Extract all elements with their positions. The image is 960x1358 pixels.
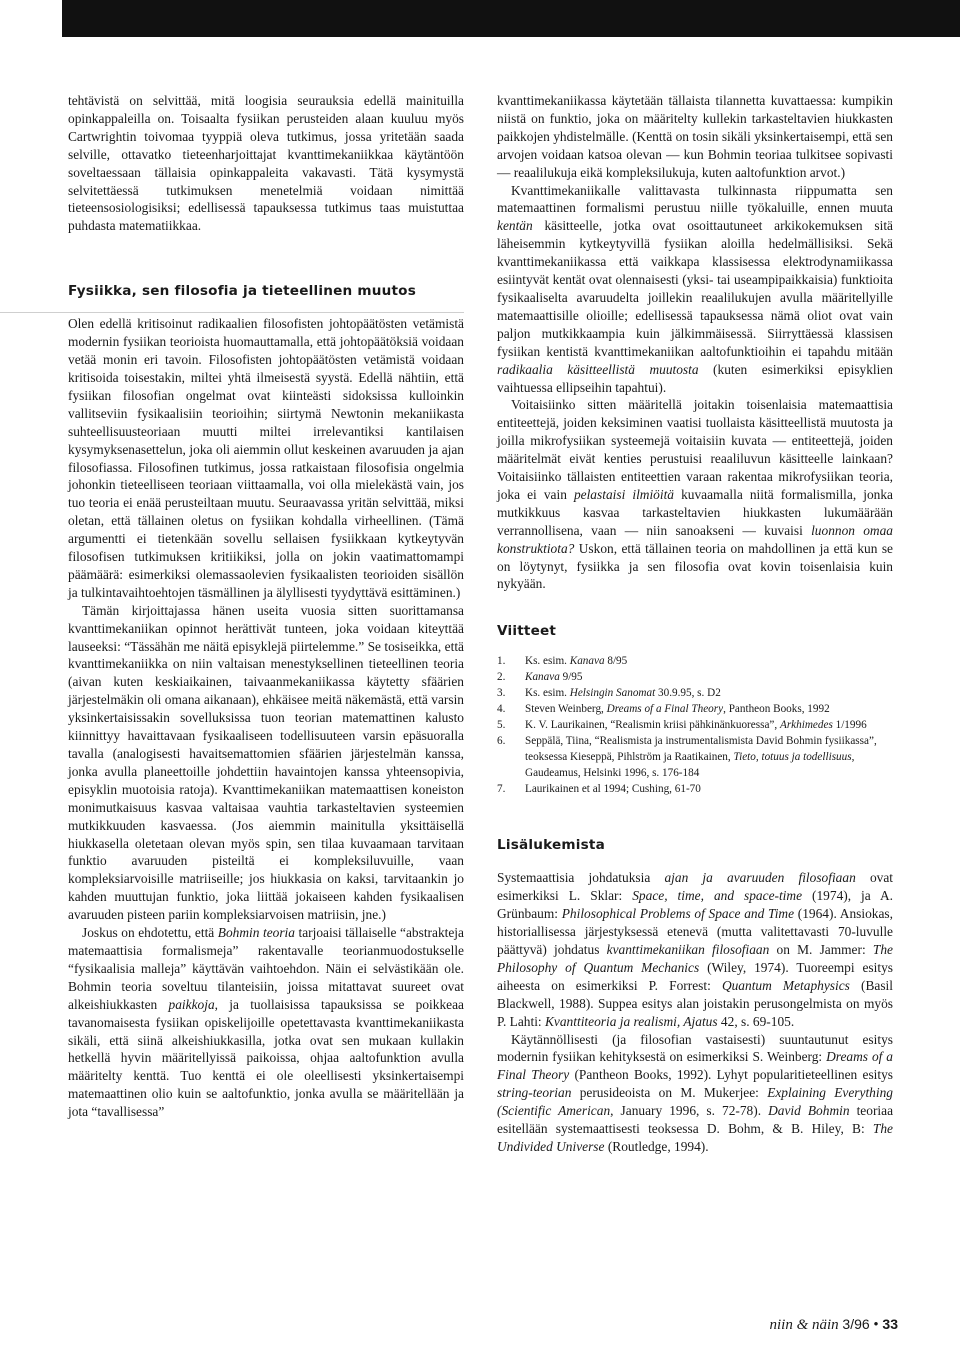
further-reading-heading: Lisälukemista xyxy=(497,837,606,854)
page-number: 33 xyxy=(882,1316,898,1332)
section-heading: Fysiikka, sen filosofia ja tieteellinen muutos xyxy=(68,283,416,300)
body-paragraph: kvanttimekaniikassa käytetään tällaista tilannetta kuvattaessa: kumpikin niistä on funktio, joka on määritelty kullekin tarkasteltavien hiukkasten paikkojen yhdistelmälle. (Kenttä on tosin sikäli yksinkertaisempi, että sen arvojen voidaan katsoa olevan — kun Bohmin teoriaa tulkitsee sopivasti — reaalilukuja eikä kompleksilukuja, kuten aaltofunktion arvot.) xyxy=(497,93,893,180)
reference-item: 5. K. V. Laurikainen, “Realismin kriisi pähkinänkuoressa”, Arkhimedes 1/1996 xyxy=(497,719,867,732)
reference-item: 4. Steven Weinberg, Dreams of a Final Theory, Pantheon Books, 1992 xyxy=(497,703,830,716)
intro-paragraph: tehtävistä on selvittää, mitä loogisia seurauksia edellä mainituilla opinkappaleilla on. Toisaalta fysiikan perusteiden alaan kuuluu myös Cartwrightin toivomaa tyyppiä oleva tutkimus, jossa yritetään saada selville, ottavatko tieteenharjoittajat kvanttimekaniikkaa käytäntöön soveltaessaan tällaisia opinkappaleita vakavasti. Tätä kysymystä selvitettäessä tutkimuksen menetelmiä voidaan nimittää tieteensosiologisiksi; edellisessä tapauksessa tutkimus taas muistuttaa puhdasta matematiikkaa. xyxy=(68,93,464,234)
reference-item: 2. Kanava 9/95 xyxy=(497,671,583,684)
page-footer xyxy=(769,1316,898,1334)
body-paragraph: Joskus on ehdotettu, että Bohmin teoria tarjoaisi tällaiselle “abstrakteja matemaattisia formalismeja” rakentavalle teorianmuodostukselle “fysikaalisia malleja” käyttävän vaihtoehdon. Näin ei selvästikään ole. Bohmin teoria soveltuu tilanteisiin, joissa mitattavat suureet ovat alkeishiukkasten paikkoja, ja tuollaisissa tapauksissa se poikkeaa tavanomaisesta fysiikan opiskelijoille opetettavasta kvanttimekaniikasta sikäli, että siinä alkeishiukkasilla, jotka ovat sen mukaan kullakin hetkellä hyvin määritellyissä paikoissa, ohjaa aaltofunktion avulla määritelty kenttä. Tuo kenttä ei ole oleellisesti yksinkertaisempi matemaattinen olio kuin se aaltofunktio, jonka avulla se määritellään ja jota “tavallisessa” xyxy=(68,925,464,1120)
references-list xyxy=(497,653,893,797)
reference-item: 1. Ks. esim. Kanava 8/95 xyxy=(497,655,628,668)
right-column xyxy=(497,92,893,1156)
further-reading-paragraph: Käytännöllisesti (ja filosofian vastaisesti) suuntautunut esitys modernin fysiikan kehityksestä on esimerkiksi S. Weinberg: Dreams of a Final Theory (Pantheon Books, 1992). Lyhyt popularitieteellinen esitys string-teorian perusideoista on M. Mukerjee: Explaining Everything (Scientific American, January 1996, s. 72-78). David Bohmin teoriaa esitellään systemaattisesti teoksessa D. Bohm, & B. Hiley, B: The Undivided Universe (Routledge, 1994). xyxy=(497,1031,894,1154)
body-paragraph: Voitaisiinko sitten määritellä joitakin toisenlaisia matemaattisia entiteettejä, joiden keksiminen vaatisi tuollaista käsitteellistä muutosta ja joilla mikrofysiikan systeemejä voitaisiin kuvata — entiteettejä, joiden määritelmät eivät kenties perustuisi reaaliluvun käsitteelle lainkaan? Voitaisiinko tällaisten entiteettien varaan rakentaa mikrofysiikan teoria, joka ei vain pelastaisi ilmiöitä kuvaamalla niitä formalismilla, jonka mutkikkuus kasvaa tarkasteltavien hiukkasten lukumäärään verrannollisena, vaan — niin sanoakseni — kuvaisi luonnon omaa konstruktiota? Uskon, että tällainen teoria on mahdollinen ja että kun se on löytynyt, fysiikka ja sen filosofia ovat kovin toisenlaisia kuin nykyään. xyxy=(497,397,893,592)
left-column xyxy=(68,92,464,1121)
references-heading: Viitteet xyxy=(497,623,557,640)
section-rule xyxy=(0,312,464,313)
body-paragraph: Tämän kirjoittajassa hänen useita vuosia sitten suorittamansa kvanttimekaniikan opinnot herättivät tunteen, joka voidaan kiteyttää lauseeksi: “Tässähän me näitä episyklejä piirtelemme.” Se tosiseikka, että kvanttimekaniikka on niin valtaisan menestyksellinen tieteellinen teoria (aivan kuten keskiaikainen, taivaanmekaniikassa käytetty sfäärien järjestelmäkin oli omana aikanaan), ehkäisee meitä näkemästä, että varsin yksinkertaisissakin sovelluksissa tuon teorian matemattinen kalusto kiinnittyy havaittavaan fysikaaliseen todellisuuteen varsin epäsuoralla tavalla (analogisesti havaitsemattomien sfäärien järjestelmän kanssa, jonka avulla planeettoille johdettiin havaintojen kanssa yhteensopivia, episyklin muotoisia ratoja). Kvanttimekaniikan matemaattisen koneiston monimutkaisuus kasvaa valtaisaa vauhtia tarkasteltavien systeemien mutkikkuuden kasvaessa. (Jos aiemmin mainitulla yksittäisellä hiukkasella oletetaan olevan myös spin, sen tilaa kuvaamaan tarvitaan funktio avaruuden pisteiltä ei kompleksiluvuille, vaan kompleksiarvoisille matriiseille; jos hiukkasia on kaksi, tarvitaankin jo kahden muuttujan funktio, joka liittää jokaiseen kahden fysikaalisen avaruuden pisteen pariin kompleksiarvoisen matriisin, jne.) xyxy=(68,602,464,923)
footer-bullet: • xyxy=(873,1317,879,1333)
issue-number: 3/96 xyxy=(842,1316,870,1332)
reference-item: 6. Seppälä, Tiina, “Realismista ja instrumentalismista David Bohmin fysiikassa”, teoksessa Kieseppä, Pihlström ja Raatikainen, Tieto, totuus ja todellisuus, Gaudeamus, Helsinki 1996, s. 176-184 xyxy=(497,735,877,780)
body-paragraph: Olen edellä kritisoinut radikaalien filosofisten johtopäätösten vetämistä modernin fysiikan teorioista huomauttamalla, että johtopäätöksiä voidaan vetää monin eri tavoin. Filosofisten johtopäätösten vetämistä voidaan kritisoida toisestakin, miltei yhtä ilmeisestä syystä. Edellä nähtiin, että fysiikan filosofian ongelmat ovat kiinteästi sidoksissa kulloinkin vallitseviin fysikaalisiin teorioihin; siirtymä Newtonin mekaniikasta suhteellisuusteoriaan muutti miltei irrelevantiksi kantilaisen kysymyksenasettelun, joka oli aiemmin ollut keskeinen avaruuden ja ajan filosofiassa. Filosofinen tutkimus, jossa ratkaistaan filosofisia ongelmia johonkin tieteelliseen teoriaan viittaamalla, voi olla mielekästä vain, jos tuo teoria ei enää perusteiltaan muutu. Seuraavassa yritän selvittää, miksi oletan, että tällainen oletus on fysiikan kohdalla virheellinen. (Tämä argumentti ei tietenkään sovellu sellaisen fysiikkaan kytkeytyvän filosofisen tutkimuksen kritiikiksi, jolla on jokin vaatimattomampi päämäärä: esimerkiksi olemassaolevien fysikaalisten teorioiden sisällön ja tulkintavaihtoehtojen täsmällinen ja älyllisesti tyydyttävä esittäminen.) xyxy=(68,316,464,600)
reference-item: 3. Ks. esim. Helsingin Sanomat 30.9.95, s. D2 xyxy=(497,687,721,700)
further-reading-paragraph: Systemaattisia johdatuksia ajan ja avaruuden filosofiaan ovat esimerkiksi L. Sklar: Space, time, and space-time (1974), ja A. Grünbaum: Philosophical Problems of Space and Time (1964). Ansiokas, historiallisessa järjestyksessä etenevä (mutta valitettavasti 70-luvulle päättyvä) johdatus kvanttimekaniikan filosofiaan on M. Jammer: The Philosophy of Quantum Mechanics (Wiley, 1974). Tuoreempi esitys aiheesta on esimerkiksi P. Forrest: Quantum Metaphysics (Basil Blackwell, 1988). Suppea esitys alan joistakin perusongelmista on myös P. Lahti: Kvanttiteoria ja realismi, Ajatus 42, s. 69-105. xyxy=(497,870,893,1029)
magazine-name: niin & näin xyxy=(769,1317,839,1333)
top-black-bar xyxy=(62,0,960,37)
reference-item: 7. Laurikainen et al 1994; Cushing, 61-70 xyxy=(497,783,701,796)
body-paragraph: Kvanttimekaniikalle valittavasta tulkinnasta riippumatta sen matemaattinen formalismi perustuu niille työkaluille, ennen muuta kentän käsitteelle, jotka ovat osoittautuneet arkikokemuksen sitä läheisemmin kytkeytyvillä fysiikan aloilla hedelmällisiksi. Sekä kvanttimekaniikassa että vaikkapa klassisessa elektrodynamiikassa esiintyvät kentät ovat olennaisesti (yksi- tai useampipaikkaisia) funktioita fysikaaliselta avaruudelta joillekin reaalilukujen avulla määritellyille matemaattisille olioille; edellisessä tapauksessa nämä oliot ovat vain paljon mutkikkaampia kuin jälkimmäisessä. Siirryttäessä klassisen fysiikan kentistä kvanttimekaniikan aaltofunktioihin ei tapahdu mitään radikaalia käsitteellistä muutosta (kuten esimerkiksi episyklien vaihtuessa ellipseihin tapahtui). xyxy=(497,182,894,395)
